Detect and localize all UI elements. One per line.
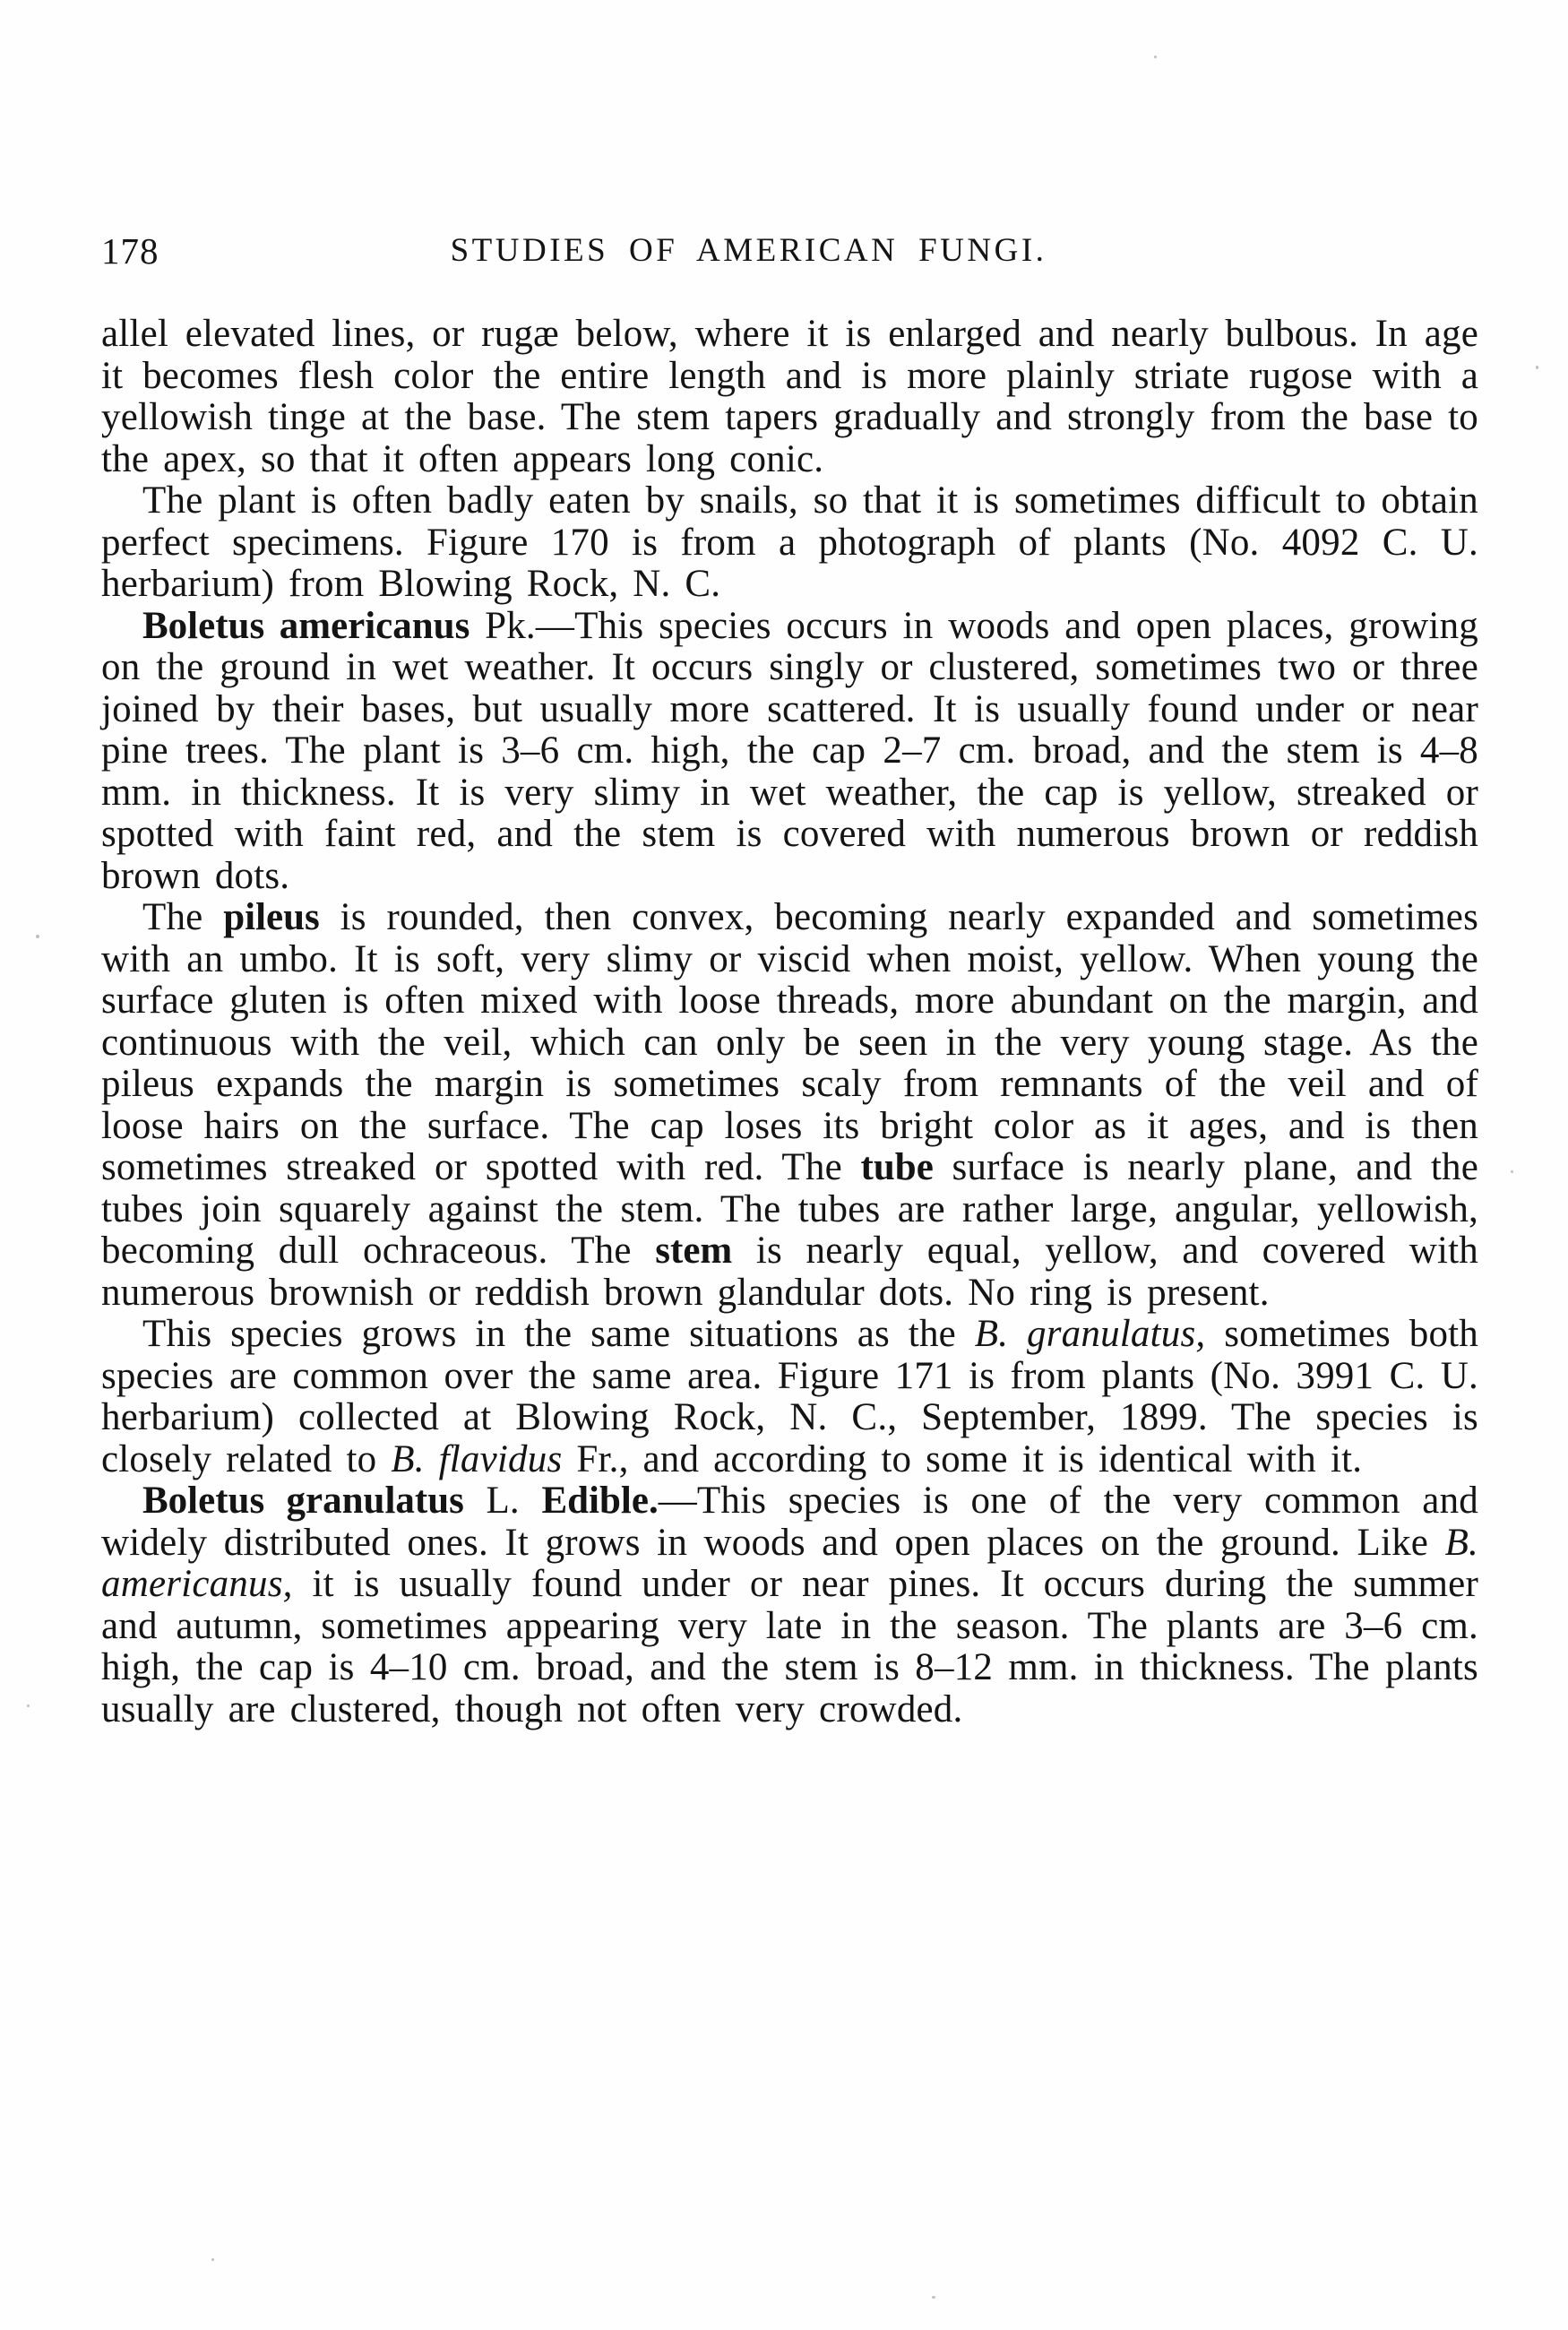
paragraph [101,1314,1478,1480]
paragraph [101,1480,1478,1730]
scan-speckle [211,2258,214,2261]
bold-term: Boletus granulatus [142,1480,464,1522]
bold-term: Boletus americanus [142,604,470,647]
scan-speckle [1511,1170,1513,1173]
text-run: allel elevated lines, or rugæ below, where it is enlarged and nearly bulbous. In age it becomes flesh color the entire length and is more plainly striate rugose with a yellowish tinge at the base. The stem tapers gradually and strongly from the base to the apex, so that it often appears long conic. [101,313,1478,480]
text-run: sometimes both species are common over the same area. Figure 171 is from plants (No. 3991 C. U. herbarium) collected at Blowing Rock, N. C., September, 1899. The species is closely related to [101,1313,1479,1480]
running-title: STUDIES OF AMERICAN FUNGI. [450,232,1047,269]
text-run: is nearly equal, yellow, and covered with numerous brownish or reddish brown glandular dots. No ring is present. [101,1230,1478,1314]
page-body [101,314,1478,1730]
paragraph [101,897,1478,1314]
paragraph [101,606,1478,898]
text-run: is rounded, then convex, becoming nearly expanded and sometimes with an umbo. It is soft, very slimy or viscid when moist, yellow. When young the surface gluten is often mixed with loose threads, more abundant on the margin, and continuous with the veil, which can only be seen in the very young stage. As the pileus expands the margin is sometimes scaly from remnants of the veil and of loose hairs on the surface. The cap loses its bright color as it ages, and is then sometimes streaked or spotted with red. The [101,896,1478,1188]
paragraph [101,480,1478,606]
text-run: it is usually found under or near pines. It occurs during the summer and autumn, sometimes appearing very late in the season. The plants are 3–6 cm. high, the cap is 4–10 cm. broad, and the stem is 8–12 mm. in thickness. The plants usually are clustered, though not often very crowded. [101,1563,1478,1730]
scan-speckle [36,935,39,938]
text-run: This species grows in the same situations as the [142,1313,975,1355]
text-run: Pk.—This species occurs in woods and open places, growing on the ground in wet weather. It occurs singly or clustered, sometimes two or three joined by their bases, but usually more scattered. It is usually found under or near pine trees. The plant is 3–6 cm. high, the cap 2–7 cm. broad, and the stem is 4–8 mm. in thickness. It is very slimy in wet weather, the cap is yellow, streaked or spotted with faint red, and the stem is covered with numerous brown or reddish brown dots. [101,604,1478,897]
bold-term: stem [655,1230,733,1272]
text-run: surface is nearly plane, and the tubes join squarely against the stem. The tubes are rather large, angular, yellowish, becoming dull ochraceous. The [101,1146,1478,1272]
text-run: L. [463,1480,542,1522]
text-run: The plant is often badly eaten by snails, so that it is sometimes difficult to obtain perfect specimens. Figure 170 is from a photograph of plants (No. 4092 C. U. herbarium) from Blowing Rock, N. C. [101,479,1478,605]
bold-term: tube [860,1146,934,1188]
running-head [101,229,1478,272]
page-number: 178 [101,230,159,272]
italic-species-name: B. granulatus, [974,1313,1206,1355]
text-run: The [142,896,224,938]
bold-term: pileus [223,896,320,938]
bold-term: Edible. [541,1480,659,1522]
scan-speckle [1154,56,1157,58]
paragraph [101,314,1478,480]
scan-speckle [27,1704,30,1707]
italic-species-name: B. americanus, [101,1521,1478,1605]
scan-speckle [1536,366,1538,369]
text-run: —This species is one of the very common and widely distributed ones. It grows in woods and open places on the ground. Like [101,1480,1478,1564]
scan-speckle [932,2296,935,2299]
italic-species-name: B. flavidus [391,1437,563,1480]
text-run: Fr., and according to some it is identical with it. [562,1437,1363,1480]
